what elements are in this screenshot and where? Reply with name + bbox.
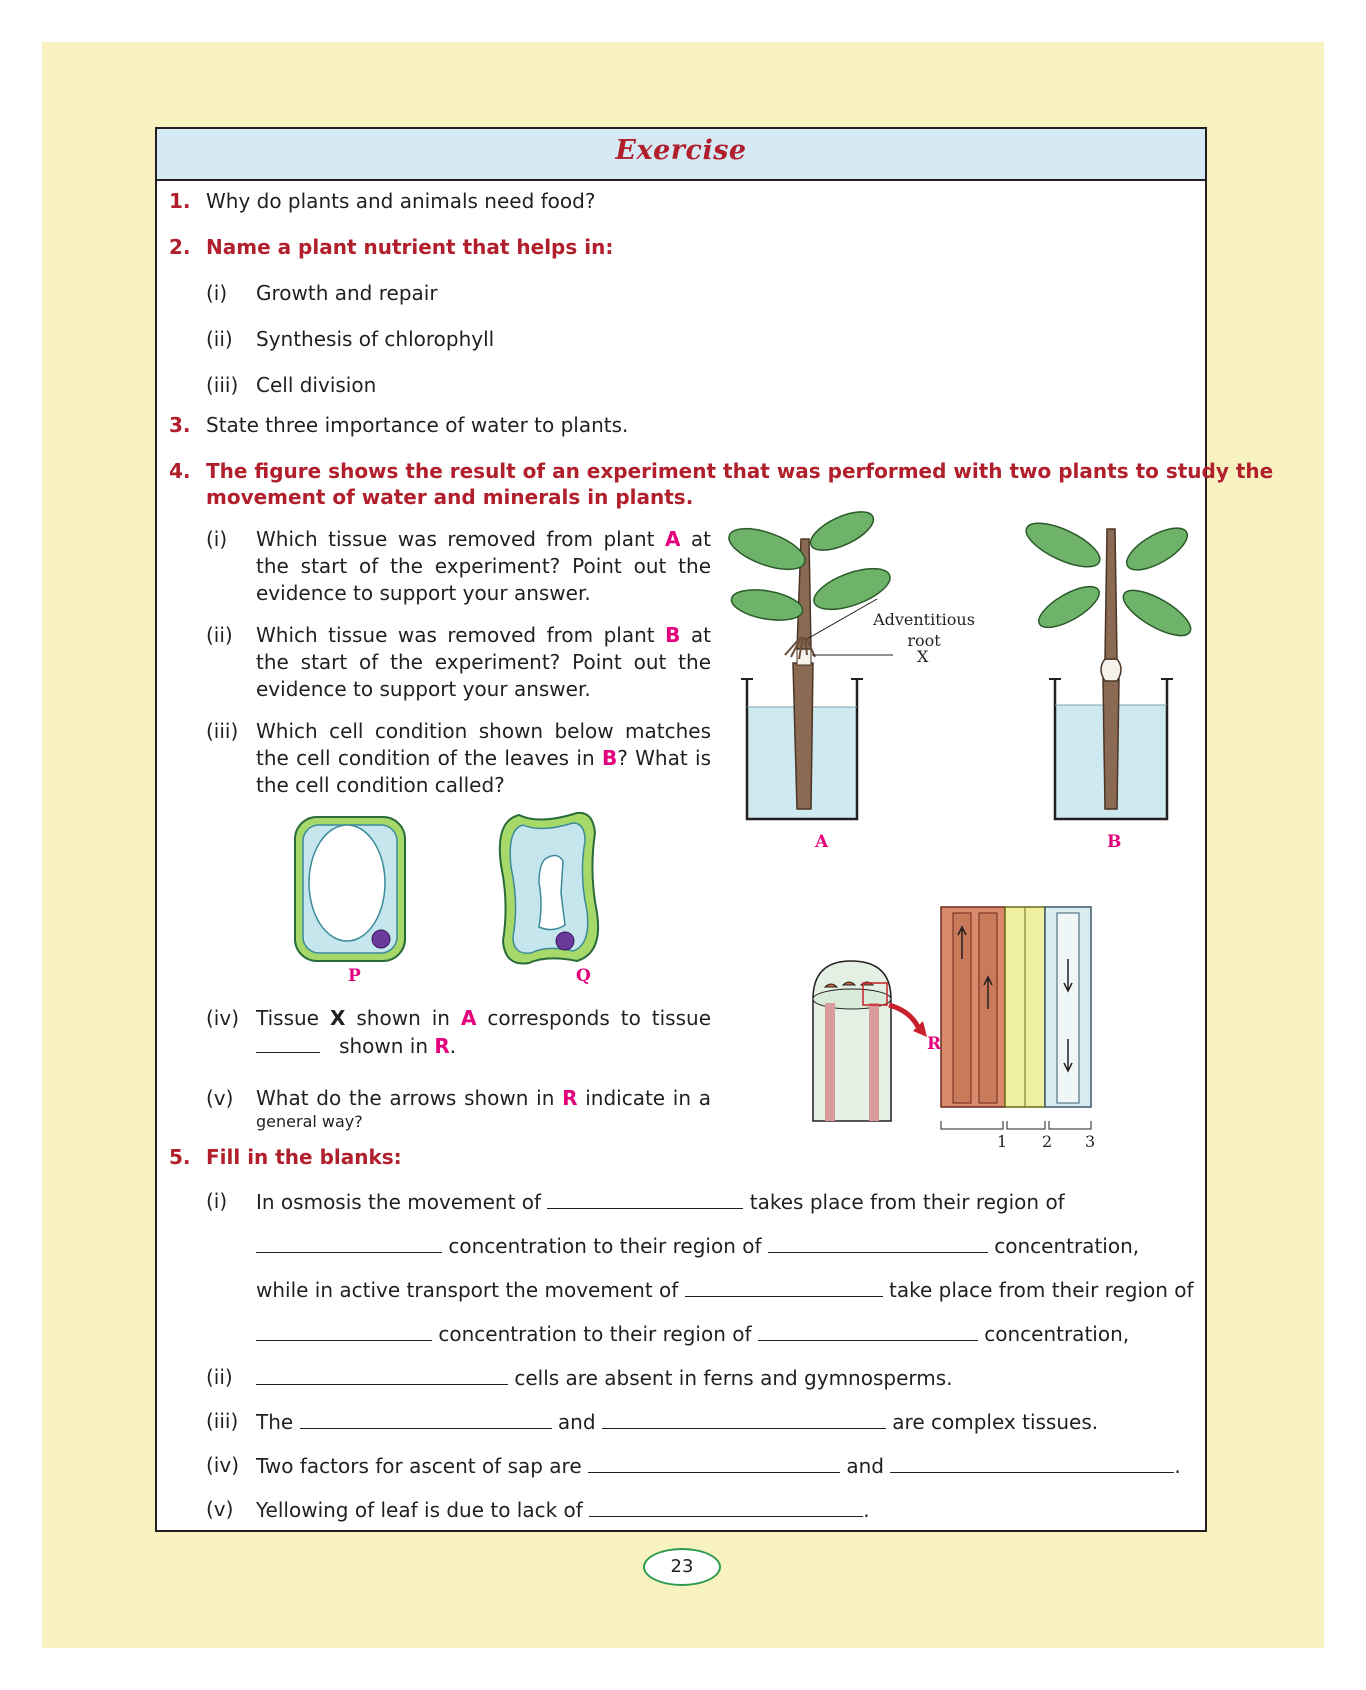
item-text: What do the arrows shown in R indicate in a general way? (256, 1086, 712, 1131)
cell-p (295, 817, 405, 961)
item-text: Which tissue was removed from plant B at the start of the experiment? Point out the evidence to support your answer. (256, 623, 711, 701)
answer-blank[interactable] (768, 1232, 988, 1253)
question-text: State three importance of water to plants. (206, 413, 629, 437)
q4-item-i (206, 526, 711, 607)
plant-experiment-diagram (717, 509, 1197, 829)
item-number: (i) (206, 281, 228, 305)
question-text: Name a plant nutrient that helps in: (206, 235, 614, 259)
question-text: Fill in the blanks: (206, 1145, 402, 1169)
plant-a-label: A (815, 832, 829, 852)
adventitious-root-label: Adventitious root (873, 610, 975, 650)
question-number: 1. (169, 189, 191, 213)
q5-item-iii: (iii) The and are complex tissues. (206, 1409, 1099, 1434)
exercise-title: Exercise (615, 135, 747, 166)
answer-blank[interactable] (256, 1232, 442, 1253)
item-number: (v) (206, 1086, 234, 1110)
q5-item-i-line-3: while in active transport the movement of take place from their region of (256, 1278, 1194, 1302)
question-2 (169, 234, 614, 261)
cell-p-label: P (348, 966, 361, 986)
question-text: Why do plants and animals need food? (206, 189, 596, 213)
q5-item-ii: (ii) cells are absent in ferns and gymnosperms. (206, 1365, 953, 1390)
tissue-x-label: X (917, 647, 929, 666)
answer-blank[interactable] (685, 1276, 883, 1297)
q2-item-ii (206, 326, 606, 353)
answer-blank[interactable] (300, 1408, 552, 1429)
item-text: Which cell condition shown below matches the cell condition of the leaves in B? What is the cell condition called? (256, 719, 712, 797)
question-text-line-2: movement of water and minerals in plants. (206, 485, 694, 509)
q5-item-i-line-2: concentration to their region of concentration, (256, 1232, 1139, 1260)
cell-q-label: Q (576, 966, 591, 986)
item-number: (ii) (206, 623, 233, 647)
cell-diagram (277, 803, 657, 1023)
stem-cross-section (813, 961, 927, 1121)
cell-q (500, 813, 598, 964)
question-number: 5. (169, 1145, 191, 1169)
question-3 (169, 412, 629, 439)
q4-item-iii (206, 718, 711, 799)
q5-item-i-line-1: (i) In osmosis the movement of takes place from their region of (206, 1189, 1065, 1214)
item-text: Which tissue was removed from plant A at the start of the experiment? Point out the evidence to support your answer. (256, 527, 711, 605)
answer-blank[interactable] (588, 1452, 840, 1473)
item-number: (ii) (206, 327, 233, 351)
q5-item-iv: (iv) Two factors for ascent of sap are and . (206, 1453, 1181, 1478)
item-number: (iii) (206, 719, 239, 743)
q4-item-v (206, 1085, 711, 1141)
question-number: 3. (169, 413, 191, 437)
page-number: 23 (643, 1548, 721, 1586)
item-text: Tissue X shown in A corresponds to tissue shown in R. (256, 1006, 711, 1058)
question-4 (169, 458, 1274, 485)
plant-a (724, 509, 895, 819)
item-text: Growth and repair (256, 281, 438, 305)
q5-item-v: (v) Yellowing of leaf is due to lack of . (206, 1497, 870, 1522)
question-5 (169, 1144, 402, 1171)
answer-blank[interactable] (256, 1032, 320, 1053)
question-1 (169, 188, 596, 215)
answer-blank[interactable] (589, 1496, 863, 1517)
region-1-label: 1 (997, 1132, 1008, 1151)
item-number: (iii) (206, 373, 239, 397)
xylem-phloem-detail (941, 907, 1091, 1129)
question-number: 2. (169, 235, 191, 259)
item-text: Synthesis of chlorophyll (256, 327, 495, 351)
answer-blank[interactable] (256, 1320, 432, 1341)
q4-item-ii (206, 622, 711, 703)
item-text: Cell division (256, 373, 377, 397)
item-number: (iv) (206, 1006, 239, 1030)
region-3-label: 3 (1085, 1132, 1096, 1151)
answer-blank[interactable] (890, 1452, 1174, 1473)
tissue-r-label: R (927, 1034, 942, 1054)
exercise-panel (155, 127, 1274, 1532)
answer-blank[interactable] (602, 1408, 886, 1429)
region-2-label: 2 (1042, 1132, 1053, 1151)
q2-item-i (206, 280, 606, 307)
question-text-line-1: The figure shows the result of an experiment that was performed with two plants to study the (206, 459, 1274, 483)
q5-item-i-line-4: concentration to their region of concentration, (256, 1320, 1129, 1348)
q2-item-iii (206, 372, 606, 399)
plant-b (1020, 515, 1197, 819)
question-number: 4. (169, 459, 191, 483)
exercise-header (157, 129, 1205, 181)
answer-blank[interactable] (547, 1188, 743, 1209)
item-number: (i) (206, 527, 228, 551)
answer-blank[interactable] (256, 1364, 508, 1385)
stem-section-diagram (807, 899, 1147, 1139)
plant-b-label: B (1107, 832, 1122, 852)
answer-blank[interactable] (758, 1320, 978, 1341)
